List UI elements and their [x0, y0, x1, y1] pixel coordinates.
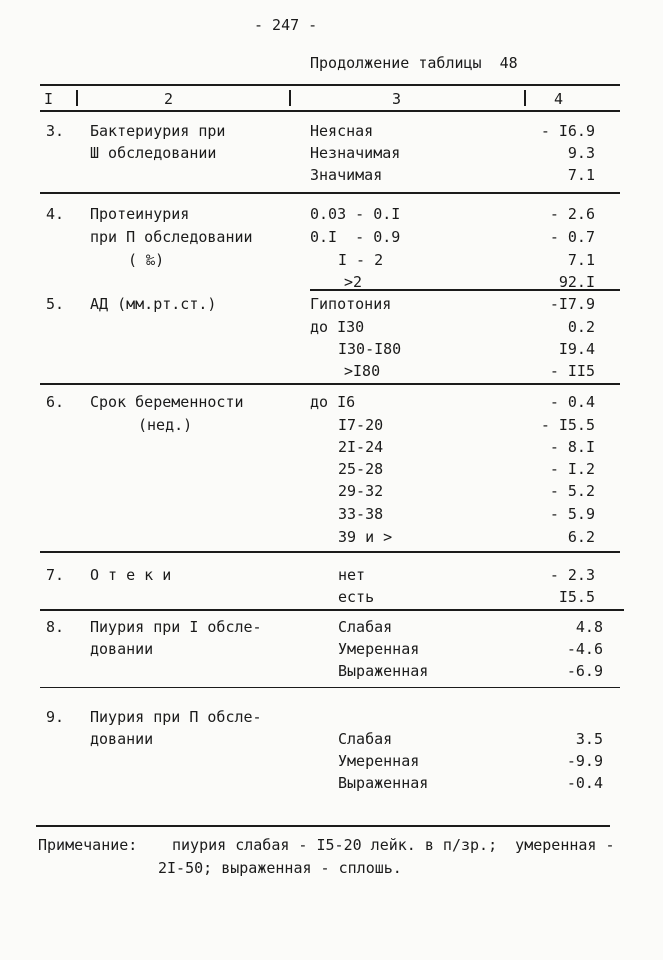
value-cell: - I.2 — [549, 460, 595, 478]
row-number: 3. — [46, 122, 65, 140]
value-cell: - 5.2 — [549, 482, 595, 500]
note-label: Примечание: — [38, 836, 138, 854]
row-number: 8. — [46, 618, 65, 636]
table-bottom-rule — [36, 825, 610, 827]
option-cell: 39 и > — [338, 528, 393, 546]
option-cell: Слабая — [338, 730, 393, 748]
header-separator — [524, 90, 526, 106]
option-cell: I - 2 — [338, 251, 384, 269]
option-cell: Незначимая — [310, 144, 401, 162]
header-col-1: I — [44, 90, 54, 108]
value-cell: - 5.9 — [549, 505, 595, 523]
value-cell: 4.8 — [575, 618, 603, 636]
option-cell: Выраженная — [338, 662, 429, 680]
row-label: Пиурия при I обсле- — [90, 618, 262, 636]
value-cell: -4.6 — [566, 640, 603, 658]
option-cell: 0.I - 0.9 — [310, 228, 401, 246]
page-number: - 247 - — [254, 16, 318, 34]
option-cell: Неясная — [310, 122, 374, 140]
option-cell: Выраженная — [338, 774, 429, 792]
option-cell: до I6 — [310, 393, 356, 411]
row-separator — [40, 551, 620, 553]
value-cell: 92.I — [558, 273, 595, 291]
header-separator — [289, 90, 291, 106]
value-cell: - I6.9 — [540, 122, 595, 140]
option-cell: Умеренная — [338, 752, 420, 770]
value-cell: 7.1 — [567, 166, 595, 184]
option-cell: 25-28 — [338, 460, 384, 478]
value-cell: - 0.4 — [549, 393, 595, 411]
option-cell: I7-20 — [338, 416, 384, 434]
value-cell: 7.1 — [567, 251, 595, 269]
note-text: пиурия слабая - I5-20 лейк. в п/зр.; умеренная - — [172, 836, 615, 854]
option-cell: до I30 — [310, 318, 365, 336]
option-cell: I30-I80 — [338, 340, 402, 358]
option-cell: Умеренная — [338, 640, 420, 658]
table-caption: Продолжение таблицы 48 — [310, 54, 518, 72]
row-label: Срок беременности — [90, 393, 244, 411]
option-cell: >I80 — [344, 362, 381, 380]
option-cell: Слабая — [338, 618, 393, 636]
option-cell: 29-32 — [338, 482, 384, 500]
value-cell: - 2.3 — [549, 566, 595, 584]
row-separator — [40, 687, 620, 688]
row-number: 7. — [46, 566, 65, 584]
header-col-4: 4 — [554, 90, 564, 108]
note-text: 2I-50; выраженная - сплошь. — [158, 859, 402, 877]
row-label: ( ‰) — [128, 251, 165, 269]
value-cell: - II5 — [549, 362, 595, 380]
value-cell: 3.5 — [575, 730, 603, 748]
header-bottom-rule — [40, 110, 620, 112]
value-cell: - 2.6 — [549, 205, 595, 223]
option-cell: Значимая — [310, 166, 383, 184]
value-cell: I9.4 — [558, 340, 595, 358]
table-top-rule — [40, 84, 620, 86]
row-label: (нед.) — [138, 416, 193, 434]
row-number: 6. — [46, 393, 65, 411]
option-cell: 33-38 — [338, 505, 384, 523]
row-number: 5. — [46, 295, 65, 313]
value-cell: 0.2 — [567, 318, 595, 336]
row-label: при П обследовании — [90, 228, 253, 246]
row-separator — [40, 609, 624, 611]
row-separator — [40, 192, 620, 194]
value-cell: -0.4 — [566, 774, 603, 792]
value-cell: - 8.I — [549, 438, 595, 456]
option-cell: есть — [338, 588, 375, 606]
row-label: О т е к и — [90, 566, 172, 584]
row-number: 4. — [46, 205, 65, 223]
option-cell: 2I-24 — [338, 438, 384, 456]
value-cell: - I5.5 — [540, 416, 595, 434]
option-cell: Гипотония — [310, 295, 392, 313]
row-label: довании — [90, 730, 154, 748]
row-separator — [310, 289, 620, 291]
row-label: Бактериурия при — [90, 122, 226, 140]
header-col-3: 3 — [392, 90, 402, 108]
row-label: АД (мм.рт.ст.) — [90, 295, 217, 313]
value-cell: -6.9 — [566, 662, 603, 680]
header-separator — [76, 90, 78, 106]
row-separator — [40, 383, 620, 385]
option-cell: нет — [338, 566, 366, 584]
option-cell: 0.03 - 0.I — [310, 205, 401, 223]
row-label: Протеинурия — [90, 205, 190, 223]
value-cell: - 0.7 — [549, 228, 595, 246]
row-label: довании — [90, 640, 154, 658]
header-col-2: 2 — [164, 90, 174, 108]
row-number: 9. — [46, 708, 65, 726]
option-cell: >2 — [344, 273, 363, 291]
value-cell: -I7.9 — [549, 295, 595, 313]
value-cell: I5.5 — [558, 588, 595, 606]
value-cell: 6.2 — [567, 528, 595, 546]
row-label: Пиурия при П обсле- — [90, 708, 262, 726]
value-cell: -9.9 — [566, 752, 603, 770]
row-label: Ш обследовании — [90, 144, 217, 162]
value-cell: 9.3 — [567, 144, 595, 162]
